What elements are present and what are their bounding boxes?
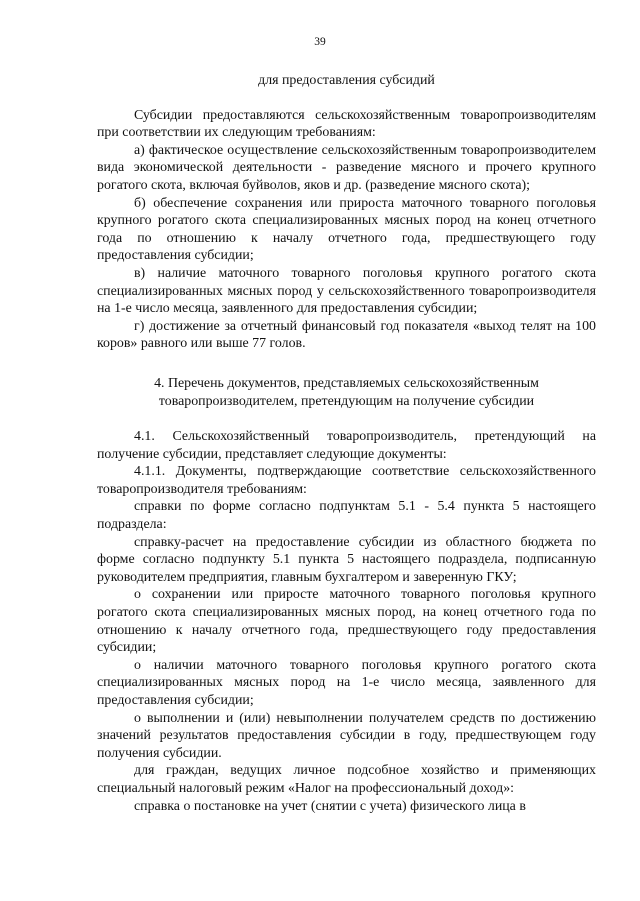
paragraph-requirement-b: б) обеспечение сохранения или прироста маточного товарного поголовья крупного рогатого скота специализированных мясных пород на конец отчетного года по отношению к началу отчетного года, предшествующего году предоставления субсидии; [97, 195, 596, 264]
document-body [97, 72, 596, 815]
paragraph-calculation-certificate: справку-расчет на предоставление субсидии из областного бюджета по форме согласно подпункту 5.1 пункта 5 настоящего подраздела, подписанную руководителем предприятия, главным бухгалтером и заверенную ГКУ; [97, 534, 596, 585]
paragraph-registration-certificate: справка о постановке на учет (снятии с учета) физического лица в [134, 798, 526, 814]
paragraph-citizens-household: для граждан, ведущих личное подсобное хозяйство и применяющих специальный налоговый режим «Налог на профессиональный доход»: [97, 763, 596, 796]
spacer [97, 410, 596, 428]
paragraph-livestock-availability: о наличии маточного товарного поголовья крупного рогатого скота специализированных мясных пород на 1-е число месяца, заявленного для предоставления субсидии; [97, 657, 596, 708]
paragraph-requirement-d: г) достижение за отчетный финансовый год показателя «выход телят на 100 коров» равного или выше 77 голов. [97, 318, 596, 352]
spacer [97, 90, 596, 107]
paragraph-requirement-c: в) наличие маточного товарного поголовья крупного рогатого скота специализированных мясных пород у сельскохозяйственного товаропроизводителя на 1-е число месяца, заявленного для предоставления субсидии; [97, 265, 596, 317]
paragraph-4-1: 4.1. Сельскохозяйственный товаропроизводитель, претендующий на получение субсидии, представляет следующие документы: [97, 429, 596, 462]
section-heading-continuation: для предоставления субсидий [258, 73, 435, 88]
paragraph-results-fulfillment: о выполнении и (или) невыполнении получателем средств по достижению значений результатов предоставления субсидии в году, предшествующем году получения субсидии. [97, 710, 596, 761]
paragraph-requirements-intro: Субсидии предоставляются сельскохозяйственным товаропроизводителям при соответствии их следующим требованиям: [97, 107, 596, 141]
spacer [97, 353, 596, 375]
paragraph-4-1-1: 4.1.1. Документы, подтверждающие соответствие сельскохозяйственного товаропроизводителя требованиям: [97, 464, 596, 497]
section-4-title: 4. Перечень документов, представляемых сельскохозяйственным товаропроизводителем, претендующим на получение субсидии [154, 375, 539, 409]
page-number: 39 [314, 36, 326, 48]
paragraph-livestock-preservation: о сохранении или приросте маточного товарного поголовья крупного рогатого скота специализированных мясных пород, на конец отчетного года по отношению к началу отчетного года, предшествующего году предоставления субсидии; [97, 587, 596, 656]
paragraph-requirement-a: а) фактическое осуществление сельскохозяйственным товаропроизводителем вида экономической деятельности - разведение мясного и прочего крупного рогатого скота, включая буйволов, яков и др. (разведение мясного скота); [97, 142, 596, 193]
paragraph-certificates: справки по форме согласно подпунктам 5.1 - 5.4 пункта 5 настоящего подраздела: [97, 499, 596, 533]
